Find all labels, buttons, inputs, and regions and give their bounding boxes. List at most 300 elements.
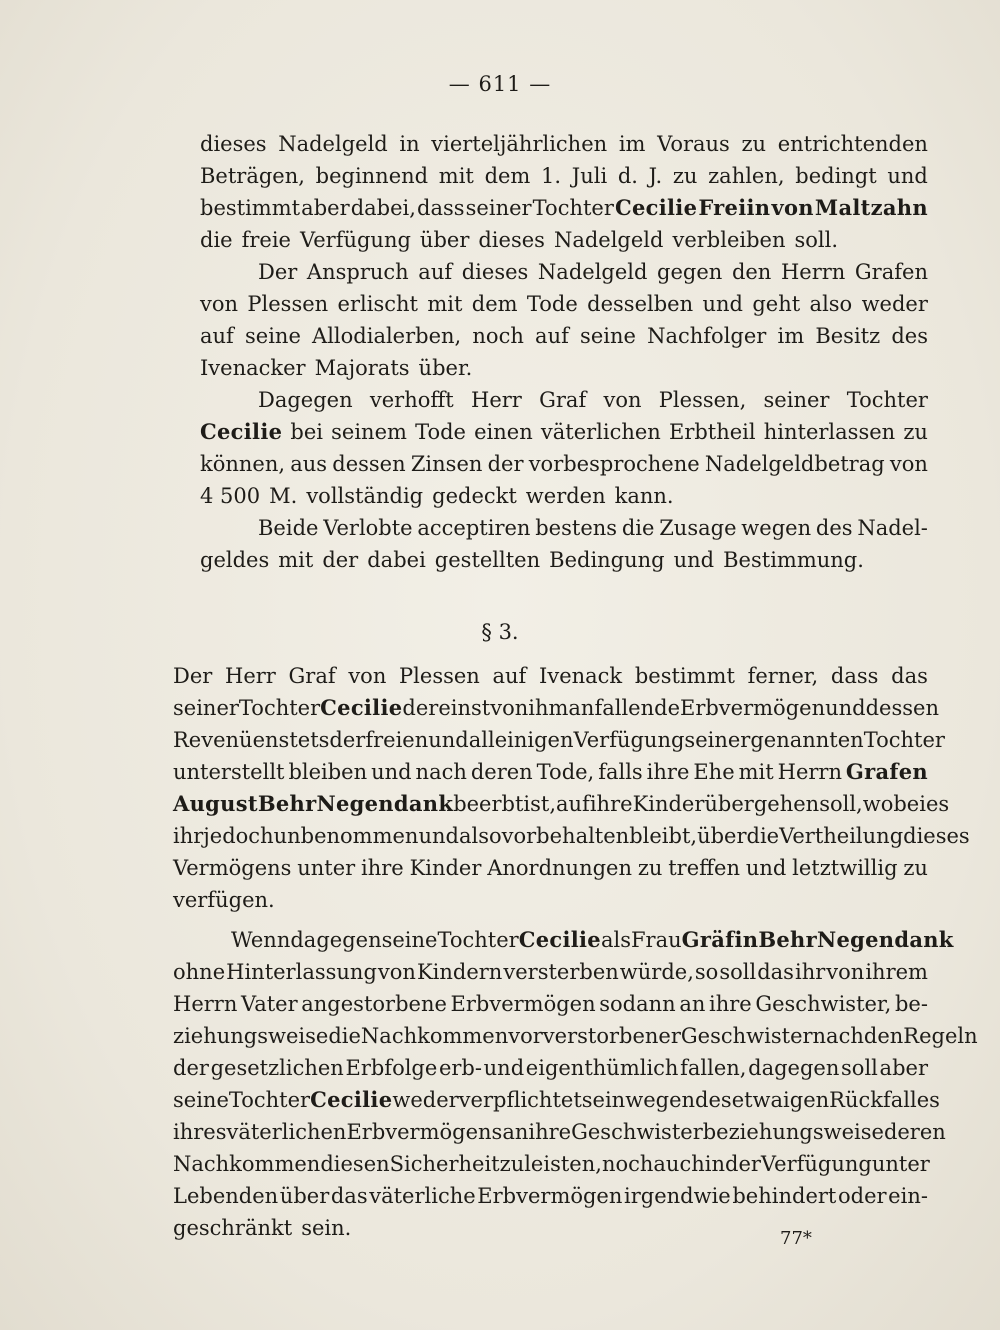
- word: be-: [894, 992, 928, 1016]
- word: beginnend: [315, 164, 429, 188]
- word: seiner: [465, 196, 532, 220]
- word: und: [745, 856, 787, 880]
- word: Dagegen: [258, 388, 353, 412]
- word: Bedingung: [549, 548, 665, 572]
- word: die: [200, 228, 233, 252]
- word: ein-: [888, 1184, 928, 1208]
- word: geschränkt: [173, 1216, 293, 1240]
- word: wobei: [862, 792, 926, 816]
- word: unter: [871, 1152, 930, 1176]
- word: der: [725, 1152, 761, 1176]
- word: Erbvermögen: [450, 992, 596, 1016]
- text-line: [173, 660, 928, 692]
- word: also: [809, 292, 853, 316]
- word: Verfügung: [299, 228, 411, 252]
- word: würde,: [619, 960, 694, 984]
- word: seine: [381, 928, 438, 952]
- word: der: [322, 548, 359, 572]
- word: angestorbene: [301, 992, 447, 1016]
- word: seiner: [763, 388, 830, 412]
- word: Majorats: [314, 356, 410, 380]
- word: sein: [581, 1088, 626, 1112]
- word: Plessen: [247, 292, 329, 316]
- word: zu: [499, 1152, 525, 1176]
- word: dieses: [903, 824, 970, 848]
- text-line: [200, 480, 928, 512]
- word: freie: [241, 228, 291, 252]
- word: letztwillig: [792, 856, 898, 880]
- text-line: [173, 1084, 940, 1116]
- word: Ivenacker: [200, 356, 306, 380]
- word: acceptiren: [417, 516, 531, 540]
- text-line: [173, 1180, 928, 1212]
- word: Plessen: [399, 664, 480, 688]
- word: unbenommen: [273, 824, 419, 848]
- word: fallen,: [680, 1056, 747, 1080]
- word: Graf: [288, 664, 336, 688]
- word: alleinigen: [468, 728, 574, 752]
- word: Herrn: [777, 760, 842, 784]
- word: ihm: [528, 696, 569, 720]
- word: ohne: [173, 960, 226, 984]
- word: übergehen: [704, 792, 820, 816]
- word: Allodialerben,: [312, 324, 462, 348]
- word: der: [487, 452, 524, 476]
- word: und: [825, 696, 866, 720]
- word: die: [328, 1024, 361, 1048]
- word: behindert: [732, 1184, 837, 1208]
- word: nach: [415, 760, 467, 784]
- word: in: [704, 1152, 725, 1176]
- word: beziehungsweise: [702, 1120, 884, 1144]
- word: gegen: [657, 260, 723, 284]
- word: seiner: [173, 696, 239, 720]
- word: Geschwister,: [755, 992, 892, 1016]
- word: Zinsen: [410, 452, 483, 476]
- word: geldes: [200, 548, 270, 572]
- word: kann.: [614, 484, 674, 508]
- word: Verfügung: [573, 728, 685, 752]
- text-line: [200, 160, 928, 192]
- word: zu: [637, 856, 663, 880]
- word: bleibt,: [629, 824, 698, 848]
- word: falls: [598, 760, 643, 784]
- bold-word: Maltzahn: [814, 195, 928, 220]
- word: sodann: [599, 992, 676, 1016]
- word: dieses: [478, 228, 545, 252]
- word: bestens: [535, 516, 618, 540]
- word: Herr: [471, 388, 522, 412]
- word: den: [731, 260, 772, 284]
- word: Nachfolger: [647, 324, 767, 348]
- word: auch: [653, 1152, 705, 1176]
- word: Vertheilung: [779, 824, 904, 848]
- word: desselben: [587, 292, 694, 316]
- word: Tochter: [437, 928, 519, 952]
- word: Kinder: [409, 856, 482, 880]
- word: noch: [472, 324, 524, 348]
- word: Nadelgeld: [553, 228, 664, 252]
- word: Beträgen,: [200, 164, 305, 188]
- word: und: [428, 728, 469, 752]
- word: hinterlassen: [763, 420, 896, 444]
- word: seine: [580, 324, 636, 348]
- word: dabei,: [350, 196, 416, 220]
- word: von: [490, 696, 529, 720]
- text-line: [200, 256, 928, 288]
- word: M.: [269, 484, 298, 508]
- word: soll,: [819, 792, 863, 816]
- text-line: [173, 788, 950, 820]
- text-line: [200, 224, 928, 256]
- word: Beide: [258, 516, 319, 540]
- word: von: [603, 388, 642, 412]
- text-line: [200, 320, 928, 352]
- word: das: [891, 664, 928, 688]
- word: ihre: [528, 1120, 572, 1144]
- text-line: [200, 448, 928, 480]
- word: ihr: [794, 960, 826, 984]
- word: irgendwie: [624, 1184, 731, 1208]
- bold-word: August: [173, 791, 258, 816]
- paragraph-block-bottom: [173, 660, 978, 1244]
- word: Regeln: [903, 1024, 978, 1048]
- signature-mark: 77*: [780, 1228, 812, 1249]
- word: deren: [883, 1120, 946, 1144]
- word: Nadelgeld: [537, 260, 648, 284]
- word: im: [618, 132, 646, 156]
- word: seinem: [331, 420, 407, 444]
- word: entrichtenden: [777, 132, 928, 156]
- word: mit: [438, 164, 474, 188]
- word: Geschwister: [571, 1120, 703, 1144]
- word: Nachkommen: [173, 1152, 321, 1176]
- word: dessen: [865, 696, 939, 720]
- word: Nachkommen: [360, 1024, 509, 1048]
- word: Bestimmung.: [723, 548, 864, 572]
- word: seine: [245, 324, 301, 348]
- word: können,: [200, 452, 286, 476]
- word: Erbvermögen: [680, 696, 826, 720]
- word: dem: [471, 292, 518, 316]
- word: gesetzlichen: [210, 1056, 344, 1080]
- word: leisten,: [524, 1152, 602, 1176]
- bold-word: Cecilie: [518, 927, 601, 952]
- word: vorbesprochene: [528, 452, 700, 476]
- word: aus: [290, 452, 328, 476]
- word: Zusage: [659, 516, 737, 540]
- word: Der: [258, 260, 298, 284]
- word: über: [279, 1184, 330, 1208]
- word: ihre: [646, 760, 690, 784]
- word: vierteljährlichen: [431, 132, 608, 156]
- word: Nadelgeldbetrag: [704, 452, 885, 476]
- word: auf: [418, 260, 453, 284]
- bold-word: Behr: [758, 927, 817, 952]
- word: Tode: [415, 420, 466, 444]
- word: Plessen,: [658, 388, 747, 412]
- word: Revenüen: [173, 728, 279, 752]
- word: bei: [290, 420, 323, 444]
- word: dass: [417, 196, 465, 220]
- word: Sicherheit: [389, 1152, 500, 1176]
- word: von: [889, 452, 928, 476]
- word: stets: [278, 728, 330, 752]
- bold-word: Negendank: [816, 927, 954, 952]
- word: und: [887, 164, 928, 188]
- text-line: [173, 820, 970, 852]
- word: Tode: [526, 292, 578, 316]
- word: verpflichtet: [458, 1088, 582, 1112]
- bold-word: Negendank: [316, 791, 454, 816]
- word: Anordnungen: [487, 856, 633, 880]
- word: bestimmt: [200, 196, 301, 220]
- word: Tode,: [536, 760, 595, 784]
- word: Nadelgeld: [278, 132, 388, 156]
- word: seiner: [684, 728, 751, 752]
- word: dabei: [367, 548, 426, 572]
- word: Geschwister: [680, 1024, 813, 1048]
- word: oder: [837, 1184, 887, 1208]
- word: J.: [648, 164, 663, 188]
- word: Wenn: [231, 928, 291, 952]
- word: soll.: [794, 228, 839, 252]
- word: bestimmt: [634, 664, 735, 688]
- word: werden: [525, 484, 606, 508]
- word: von: [200, 292, 239, 316]
- text-line: [173, 956, 928, 988]
- text-line: [200, 128, 928, 160]
- bold-word: Grafen: [845, 759, 928, 784]
- word: vorbehalten: [501, 824, 630, 848]
- word: beerbt: [453, 792, 524, 816]
- word: ihre: [361, 856, 404, 880]
- word: im: [777, 324, 805, 348]
- word: Graf: [539, 388, 587, 412]
- word: dagegen: [748, 1056, 840, 1080]
- word: zu: [903, 420, 928, 444]
- word: sein.: [301, 1216, 352, 1240]
- word: weder: [392, 1088, 459, 1112]
- word: Ivenack: [539, 664, 623, 688]
- word: erb-: [438, 1056, 482, 1080]
- word: aber: [301, 196, 350, 220]
- word: zu: [741, 132, 767, 156]
- bold-word: Freiin: [698, 195, 771, 220]
- word: Tochter: [863, 728, 945, 752]
- text-line: [173, 756, 928, 788]
- word: unterstellt: [173, 760, 285, 784]
- word: Herr: [225, 664, 276, 688]
- word: 4 500: [200, 484, 261, 508]
- word: Lebenden: [173, 1184, 279, 1208]
- word: väterliche: [369, 1184, 476, 1208]
- word: ihre: [589, 792, 633, 816]
- text-line: [200, 192, 928, 224]
- text-line: [200, 512, 928, 544]
- word: die: [621, 516, 655, 540]
- word: vorverstorbener: [508, 1024, 681, 1048]
- word: ferner,: [747, 664, 819, 688]
- word: auf: [200, 324, 234, 348]
- word: diesen: [320, 1152, 390, 1176]
- word: den: [863, 1024, 904, 1048]
- word: des: [695, 1088, 732, 1112]
- word: Erbvermögen: [477, 1184, 623, 1208]
- word: soll: [719, 960, 757, 984]
- bold-word: Cecilie: [200, 419, 283, 444]
- word: mit: [278, 548, 314, 572]
- bold-word: von: [771, 195, 814, 220]
- word: nach: [812, 1024, 864, 1048]
- word: jedoch: [203, 824, 274, 848]
- word: von: [377, 960, 416, 984]
- text-line: [200, 352, 928, 384]
- word: Rückfalles: [829, 1088, 940, 1112]
- word: zu: [903, 856, 928, 880]
- word: das: [757, 960, 794, 984]
- word: des: [815, 516, 853, 540]
- word: Tochter: [228, 1088, 311, 1112]
- word: auf: [535, 324, 569, 348]
- word: Erbfolge: [345, 1056, 438, 1080]
- word: Frau: [630, 928, 682, 952]
- word: erlischt: [337, 292, 418, 316]
- word: soll: [841, 1056, 878, 1080]
- word: und: [702, 292, 743, 316]
- word: Grafen: [854, 260, 928, 284]
- bold-word: Gräfin: [681, 927, 759, 952]
- word: ziehungsweise: [173, 1024, 329, 1048]
- word: an: [502, 1120, 529, 1144]
- text-line: [173, 1020, 978, 1052]
- word: seine: [173, 1088, 229, 1112]
- word: verbleiben: [672, 228, 786, 252]
- text-line: [200, 288, 928, 320]
- word: über: [419, 228, 470, 252]
- word: dereinst: [402, 696, 491, 720]
- word: mit: [427, 292, 463, 316]
- word: Herrn: [780, 260, 846, 284]
- word: Tochter: [846, 388, 928, 412]
- word: weder: [861, 292, 928, 316]
- word: dieses: [200, 132, 267, 156]
- word: verhofft: [369, 388, 454, 412]
- paragraph-block-top: [200, 128, 928, 576]
- word: Voraus: [657, 132, 730, 156]
- word: über.: [418, 356, 473, 380]
- word: und: [483, 1056, 525, 1080]
- text-line: [173, 1116, 946, 1148]
- bold-word: Cecilie: [310, 1087, 393, 1112]
- word: einen: [474, 420, 533, 444]
- word: unter: [297, 856, 356, 880]
- word: und: [673, 548, 715, 572]
- word: wegen: [625, 1088, 696, 1112]
- word: bleiben: [288, 760, 368, 784]
- word: Der: [173, 664, 213, 688]
- word: bedingt: [795, 164, 877, 188]
- word: auf: [492, 664, 527, 688]
- text-line: [173, 1148, 928, 1180]
- word: Besitz: [815, 324, 881, 348]
- word: der: [173, 1056, 209, 1080]
- word: also: [458, 824, 502, 848]
- word: so: [694, 960, 719, 984]
- bold-word: Cecilie: [320, 695, 403, 720]
- word: an: [679, 992, 706, 1016]
- word: über: [697, 824, 747, 848]
- word: verfügen.: [173, 888, 275, 912]
- word: Anspruch: [306, 260, 409, 284]
- word: Herrn: [173, 992, 238, 1016]
- word: auf: [556, 792, 590, 816]
- word: d.: [617, 164, 638, 188]
- text-line: [173, 852, 928, 884]
- word: Kindern: [416, 960, 503, 984]
- word: dessen: [332, 452, 406, 476]
- word: ihres: [173, 1120, 227, 1144]
- word: Verfügung: [760, 1152, 872, 1176]
- word: Erbvermögens: [346, 1120, 503, 1144]
- word: Nadel-: [857, 516, 928, 540]
- word: noch: [601, 1152, 654, 1176]
- word: zu: [672, 164, 698, 188]
- text-line: [173, 884, 928, 916]
- text-line: [173, 988, 928, 1020]
- word: geht: [752, 292, 801, 316]
- text-line: [200, 384, 928, 416]
- word: wegen: [741, 516, 812, 540]
- word: aber: [879, 1056, 928, 1080]
- word: Tochter: [532, 196, 614, 220]
- word: Hinterlassung: [226, 960, 377, 984]
- word: Juli: [571, 164, 608, 188]
- word: freien: [365, 728, 429, 752]
- word: die: [746, 824, 780, 848]
- word: versterben: [503, 960, 619, 984]
- word: ihr: [173, 824, 204, 848]
- word: Tochter: [238, 696, 321, 720]
- bold-word: Cecilie: [614, 195, 698, 220]
- text-line: [173, 724, 945, 756]
- word: in: [399, 132, 420, 156]
- word: Ehe: [693, 760, 735, 784]
- paragraph-gap: [173, 916, 928, 924]
- page-number: — 611 —: [448, 72, 552, 96]
- word: Erbtheil: [668, 420, 756, 444]
- text-line: [173, 924, 954, 956]
- word: mit: [738, 760, 774, 784]
- word: als: [600, 928, 631, 952]
- word: dass: [830, 664, 879, 688]
- word: genannten: [750, 728, 864, 752]
- word: 1.: [541, 164, 562, 188]
- word: und: [418, 824, 459, 848]
- word: zahlen,: [708, 164, 785, 188]
- word: dieses: [461, 260, 529, 284]
- word: anfallende: [568, 696, 680, 720]
- text-line: [200, 416, 928, 448]
- bold-word: Behr: [257, 791, 317, 816]
- word: vollständig: [306, 484, 424, 508]
- word: ihrem: [865, 960, 928, 984]
- word: Vermögens: [173, 856, 292, 880]
- word: es: [925, 792, 950, 816]
- word: eigenthümlich: [525, 1056, 679, 1080]
- section-heading: § 3.: [481, 620, 519, 644]
- word: ist,: [523, 792, 557, 816]
